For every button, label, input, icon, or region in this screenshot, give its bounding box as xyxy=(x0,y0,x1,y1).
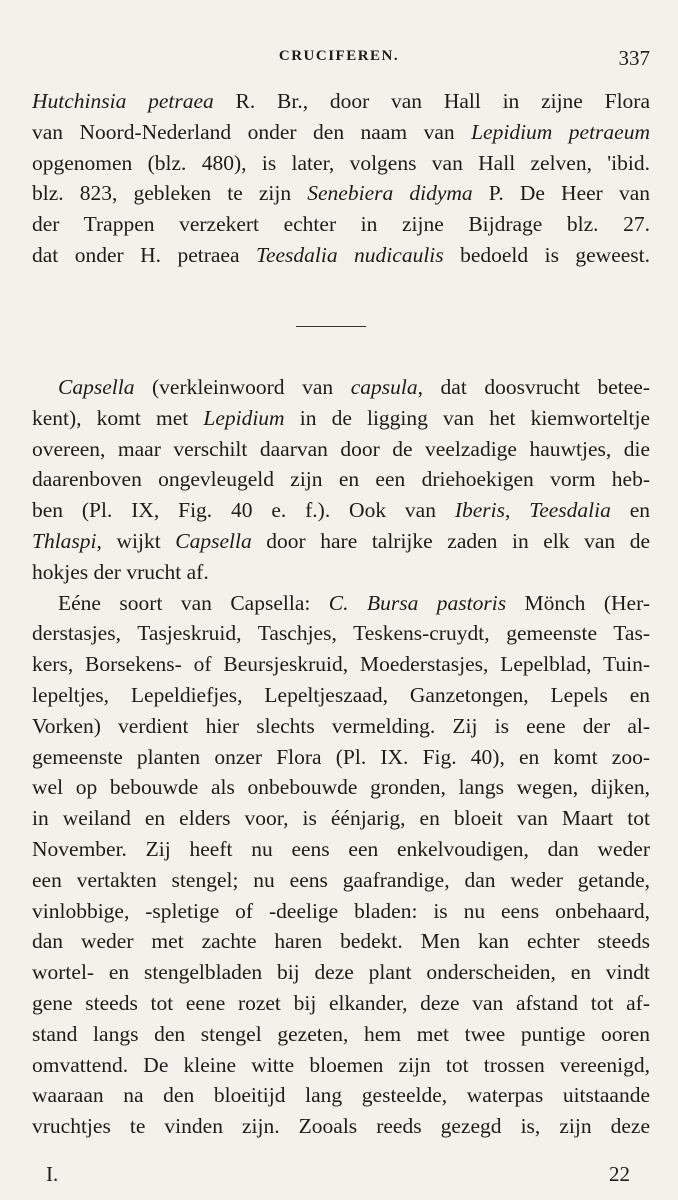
text-line: derstasjes, Tasjeskruid, Taschjes, Teskens-cruydt, gemeenste Tas- xyxy=(32,621,650,646)
text-line: vruchtjes te vinden zijn. Zooals reeds gezegd is, zijn deze xyxy=(32,1114,650,1139)
text-line: hokjes der vrucht af. xyxy=(32,559,209,584)
running-title: CRUCIFEREN. xyxy=(278,48,400,64)
page-footer xyxy=(0,1162,678,1192)
note-line: van Noord-Nederland onder den naam van Lepidium petraeum xyxy=(32,119,650,144)
text-line: vinlobbige, -spletige of -deelige bladen: is nu eens onbehaard, xyxy=(32,898,650,923)
text-line: waaraan na den bloeitijd lang gesteelde, waterpas uitstaande xyxy=(32,1083,650,1108)
text-line: een vertakten stengel; nu eens gaafrandige, dan weder getande, xyxy=(32,867,650,892)
note-line: dat onder H. petraea Teesdalia nudicaulis bedoeld is geweest. xyxy=(32,242,650,267)
text-line: Vorken) verdient hier slechts vermelding. Zij is eene der al- xyxy=(32,713,650,738)
section-divider xyxy=(296,326,366,327)
text-line: overeen, maar verschilt daarvan door de veelzadige hauwtjes, die xyxy=(32,436,650,461)
text-line: Eéne soort van Capsella: C. Bursa pastoris Mönch (Her- xyxy=(58,590,650,615)
page-header xyxy=(0,44,678,74)
capsella-section xyxy=(32,372,650,1142)
text-line: Thlaspi, wijkt Capsella door hare talrijke zaden in elk van de xyxy=(32,528,650,553)
text-line: omvattend. De kleine witte bloemen zijn tot trossen vereenigd, xyxy=(32,1052,650,1077)
text-line: November. Zij heeft nu eens een enkelvoudigen, dan weder xyxy=(32,836,650,861)
text-line: gene steeds tot eene rozet bij elkander, deze van afstand tot af- xyxy=(32,990,650,1015)
text-line: stand langs den stengel gezeten, hem met twee puntige ooren xyxy=(32,1021,650,1046)
note-line: blz. 823, gebleken te zijn Senebiera didyma P. De Heer van xyxy=(32,181,650,206)
note-line: Hutchinsia petraea R. Br., door van Hall in zijne Flora xyxy=(32,89,650,113)
text-line: dan weder met zachte haren bedekt. Men kan echter steeds xyxy=(32,929,650,954)
signature-mark: I. xyxy=(46,1162,59,1186)
text-line: kers, Borsekens- of Beursjeskruid, Moederstasjes, Lepelblad, Tuin- xyxy=(32,652,650,677)
text-line: wortel- en stengelbladen bij deze plant onderscheiden, en vindt xyxy=(32,960,650,985)
page-number: 337 xyxy=(618,46,650,70)
text-line: daarenboven ongevleugeld zijn en een driehoekigen vorm heb- xyxy=(32,467,650,492)
note-line: der Trappen verzekert echter in zijne Bijdrage blz. 27. xyxy=(32,212,650,237)
note-line: opgenomen (blz. 480), is later, volgens van Hall zelven, 'ibid. xyxy=(32,150,650,175)
text-line: lepeltjes, Lepeldiefjes, Lepeltjeszaad, Ganzetongen, Lepels en xyxy=(32,682,650,707)
text-line: gemeenste planten onzer Flora (Pl. IX. Fig. 40), en komt zoo- xyxy=(32,744,650,769)
text-line: in weiland en elders voor, is éénjarig, en bloeit van Maart tot xyxy=(32,806,650,831)
text-line: ben (Pl. IX, Fig. 40 e. f.). Ook van Iberis, Teesdalia en xyxy=(32,498,650,523)
hutchinsia-note xyxy=(32,86,650,271)
text-line: kent), komt met Lepidium in de ligging van het kiemworteltje xyxy=(32,405,650,430)
sheet-number: 22 xyxy=(609,1162,630,1186)
text-line: Capsella (verkleinwoord van capsula, dat doosvrucht betee- xyxy=(58,375,650,399)
text-line: wel op bebouwde als onbebouwde gronden, langs wegen, dijken, xyxy=(32,775,650,800)
